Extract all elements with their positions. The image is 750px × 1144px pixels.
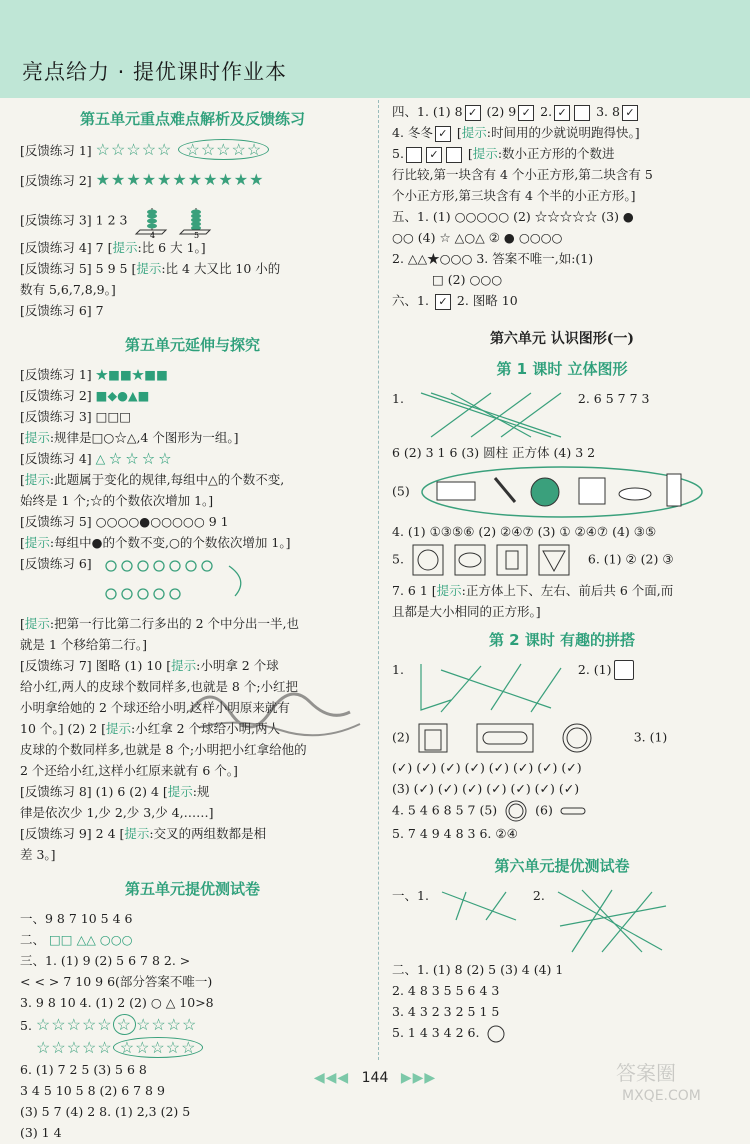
- shapes-pattern: △ ☆ ☆ ☆ ☆: [95, 451, 172, 466]
- answer-line: 一、9 8 7 10 5 4 6: [20, 911, 133, 926]
- answer-line: 2. △△★○○○ 3. 答案不唯一,如:(1): [392, 251, 594, 266]
- answer-line: 一、1. 2.: [392, 886, 732, 958]
- answer-line: (5): [392, 464, 732, 520]
- left-arrows-icon: ◀◀◀: [313, 1070, 350, 1086]
- answer-line: 就是 1 个移给第二行。]: [20, 637, 148, 652]
- section-title: 第六单元提优测试卷: [494, 857, 630, 875]
- section-title: 第五单元重点难点解析及反馈练习: [79, 110, 305, 128]
- column-divider: [378, 100, 379, 1060]
- circle-icon: [504, 800, 528, 822]
- answer-line: 10 个。] (2) 2 [提示:小红拿 2 个球给小明,两人: [20, 721, 281, 736]
- answer-line: 2. 4 8 3 5 5 6 4 3: [392, 983, 500, 998]
- square-icon: [614, 660, 634, 680]
- check-box: ✓: [622, 105, 638, 121]
- answer-line: [20, 1037, 365, 1058]
- answer-line: 二、1. (1) 8 (2) 5 (3) 4 (4) 1: [392, 962, 564, 977]
- left-column: [20, 100, 365, 1144]
- answer-line: (3) 5 7 (4) 2 8. (1) 2,3 (2) 5: [20, 1104, 191, 1119]
- header-banner: [0, 0, 750, 98]
- matching-lines-diagram: [411, 389, 571, 441]
- answer-line: 4. 冬冬 ✓ [提示:时间用的少就说明跑得快。]: [392, 125, 640, 140]
- book-title: 亮点给力 · 提优课时作业本: [22, 60, 288, 84]
- answer-line: 3. 4 3 2 3 2 5 1 5: [392, 1004, 500, 1019]
- answer-line: [反馈练习 4] 7 [提示:比 6 大 1。]: [20, 240, 206, 255]
- answer-line: 皮球的个数同样多,也就是 8 个;小明把小红拿给他的: [20, 742, 307, 757]
- answer-line: 三、1. (1) 9 (2) 5 6 7 8 2. >: [20, 953, 191, 968]
- answer-line: 4. (1) ①③⑤⑥ (2) ②④⑦ (3) ① ②④⑦ (4) ③⑤: [392, 524, 657, 539]
- answer-line: 四、1. (1) 8 ✓ (2) 9 ✓ 2. ✓ 3. 8 ✓: [392, 102, 732, 121]
- rod-icon: [560, 804, 586, 818]
- answer-line: 六、1. ✓ 2. 图略 10: [392, 293, 518, 308]
- section-title: 第五单元提优测试卷: [124, 880, 260, 898]
- answer-line: [反馈练习 1] ☆☆☆☆☆ ☆☆☆☆☆: [20, 139, 365, 160]
- answer-line: 始终是 1 个;☆的个数依次增加 1。]: [20, 493, 214, 508]
- lesson-title: 第 1 课时 立体图形: [496, 360, 628, 378]
- check-box: [574, 105, 590, 121]
- answer-line: □ (2) ○○○: [432, 272, 503, 287]
- abacus-label: 4: [150, 231, 156, 238]
- answer-line: [反馈练习 3] □□□: [20, 409, 132, 424]
- answer-line: (3) (✓) (✓) (✓) (✓) (✓) (✓) (✓): [392, 781, 580, 796]
- handwriting-stamp: [180, 672, 380, 742]
- answer-line: [反馈练习 6] 7: [20, 303, 104, 318]
- page-number: 144: [361, 1070, 389, 1086]
- answer-line: 1. 2. 6 5 7 7 3: [392, 389, 732, 441]
- unit-title: 第六单元 认识图形(一): [489, 331, 635, 347]
- answer-line: [提示:把第一行比第二行多出的 2 个中分出一半,也: [20, 616, 299, 631]
- check-box: ✓: [554, 105, 570, 121]
- answer-line: [反馈练习 1] ★■■★■■: [20, 367, 168, 382]
- answer-line: (2) 3. (1): [392, 722, 732, 756]
- check-box: ✓: [518, 105, 534, 121]
- check-box: ✓: [435, 294, 451, 310]
- svg-text:答案圈: 答案圈: [616, 1061, 676, 1085]
- answer-line: [反馈练习 5] ○○○○●○○○○○ 9 1: [20, 514, 229, 529]
- check-box: [446, 147, 462, 163]
- answer-line: (3) 1 4: [20, 1125, 62, 1140]
- answer-line: 5. 6. (1) ② (2) ③: [392, 543, 732, 579]
- solid-shapes-ellipse: [417, 464, 707, 520]
- star-row: ☆☆☆☆☆ ☆ ☆☆☆☆: [35, 1015, 198, 1034]
- shapes-group: □□ △△ ○○○: [49, 932, 133, 947]
- answer-line: 且都是大小相同的正方形。]: [392, 604, 541, 619]
- answer-line: [提示:每组中●的个数不变,○的个数依次增加 1。]: [20, 535, 291, 550]
- answer-line: 3. 9 8 10 4. (1) 2 (2) ○ △ 10>8: [20, 995, 214, 1010]
- answer-line: 7. 6 1 [提示:正方体上下、左右、前后共 6 个面,而: [392, 583, 674, 598]
- check-box: ✓: [426, 147, 442, 163]
- answer-line: 1. 2. (1): [392, 660, 732, 720]
- answer-line: [提示:此题属于变化的规律,每组中△的个数不变,: [20, 472, 285, 487]
- answer-line: 给小红,两人的皮球个数同样多,也就是 8 个;小红把: [20, 679, 299, 694]
- answer-line: 个小正方形,第三块含有 4 个半的小正方形。]: [392, 188, 636, 203]
- answer-line: [反馈练习 5] 5 9 5 [提示:比 4 大又比 10 小的: [20, 261, 281, 276]
- lesson-title: 第 2 课时 有趣的拼搭: [488, 631, 636, 649]
- answer-line: < < > 7 10 9 6(部分答案不唯一): [20, 974, 213, 989]
- answer-line: 4. 5 4 6 8 5 7 (5) (6): [392, 800, 732, 822]
- answer-line: [反馈练习 6]: [20, 554, 365, 612]
- answer-line: 5. 1 4 3 4 2 6.: [392, 1023, 732, 1043]
- circle-icon: [486, 1025, 506, 1043]
- answer-line: 小明拿给她的 2 个球还给小明,这样小明原来就有: [20, 700, 290, 715]
- answer-line: [反馈练习 8] (1) 6 (2) 4 [提示:规: [20, 784, 210, 799]
- star-row-filled: ★★★★★★★★★★★: [95, 170, 265, 189]
- shapes-pattern: ★■■★■■: [95, 367, 168, 382]
- answer-line: 数有 5,6,7,8,9。]: [20, 282, 116, 297]
- answer-line: [反馈练习 3] 1 2 3 4 5: [20, 204, 365, 236]
- answer-line: [反馈练习 2] ★★★★★★★★★★★: [20, 170, 265, 189]
- abacus-icon: [134, 204, 224, 238]
- star-row: ☆☆☆☆☆ ☆☆☆☆☆: [36, 1038, 203, 1057]
- answer-line: [反馈练习 4] △ ☆ ☆ ☆ ☆: [20, 451, 172, 466]
- answer-line: 行比较,第一块含有 4 个小正方形,第二块含有 5: [392, 167, 653, 182]
- answer-line: 律是依次少 1,少 2,少 3,少 4,……]: [20, 805, 214, 820]
- answer-line: 二、 □□ △△ ○○○: [20, 932, 133, 947]
- circle-rows-diagram: [99, 554, 269, 610]
- right-column: [392, 100, 732, 1045]
- shapes-pattern: ■◆●▲■: [95, 388, 150, 403]
- cylinder-shapes: [417, 722, 627, 754]
- answer-line: [反馈练习 2] ■◆●▲■: [20, 388, 150, 403]
- section-title: 第五单元延伸与探究: [124, 336, 260, 354]
- check-box: ✓: [435, 126, 451, 142]
- matching-lines-diagram: [552, 886, 672, 956]
- answer-line: 5. ✓ [提示:数小正方形的个数进: [392, 146, 615, 161]
- answer-line: 5. ☆☆☆☆☆ ☆ ☆☆☆☆: [20, 1015, 198, 1034]
- abacus-label: 5: [194, 231, 200, 238]
- watermark-logo: [612, 1058, 742, 1104]
- solids-in-boxes: [411, 543, 581, 577]
- answer-line: 6. (1) 7 2 5 (3) 5 6 8: [20, 1062, 147, 1077]
- answer-line: 3 4 5 10 5 8 (2) 6 7 8 9: [20, 1083, 165, 1098]
- matching-lines-diagram: [436, 886, 526, 926]
- matching-lines-diagram: [411, 660, 571, 718]
- answer-line: (✓) (✓) (✓) (✓) (✓) (✓) (✓) (✓): [392, 760, 582, 775]
- answer-line: [反馈练习 7] 图略 (1) 10 [提示:小明拿 2 个球: [20, 658, 279, 673]
- answer-line: [提示:规律是□○☆△,4 个图形为一组。]: [20, 430, 239, 445]
- answer-line: 2 个还给小红,这样小红原来就有 6 个。]: [20, 763, 238, 778]
- answer-line: 5. 7 4 9 4 8 3 6. ②④: [392, 826, 518, 841]
- shapes-pattern: □□□: [95, 409, 132, 424]
- answer-line: 差 3。]: [20, 847, 56, 862]
- answer-line: 6 (2) 3 1 6 (3) 圆柱 正方体 (4) 3 2: [392, 445, 596, 460]
- check-box: ✓: [465, 105, 481, 121]
- answer-line: [反馈练习 9] 2 4 [提示:交叉的两组数都是相: [20, 826, 267, 841]
- answer-line: 五、1. (1) ○○○○○ (2) ☆☆☆☆☆ (3) ●: [392, 209, 634, 224]
- check-box: [406, 147, 422, 163]
- svg-text:MXQE.COM: MXQE.COM: [622, 1088, 701, 1104]
- star-row: ☆☆☆☆☆ ☆☆☆☆☆: [96, 140, 270, 159]
- right-arrows-icon: ▶▶▶: [400, 1070, 437, 1086]
- answer-line: ○○ (4) ☆ △○△ ② ● ○○○○: [392, 230, 563, 245]
